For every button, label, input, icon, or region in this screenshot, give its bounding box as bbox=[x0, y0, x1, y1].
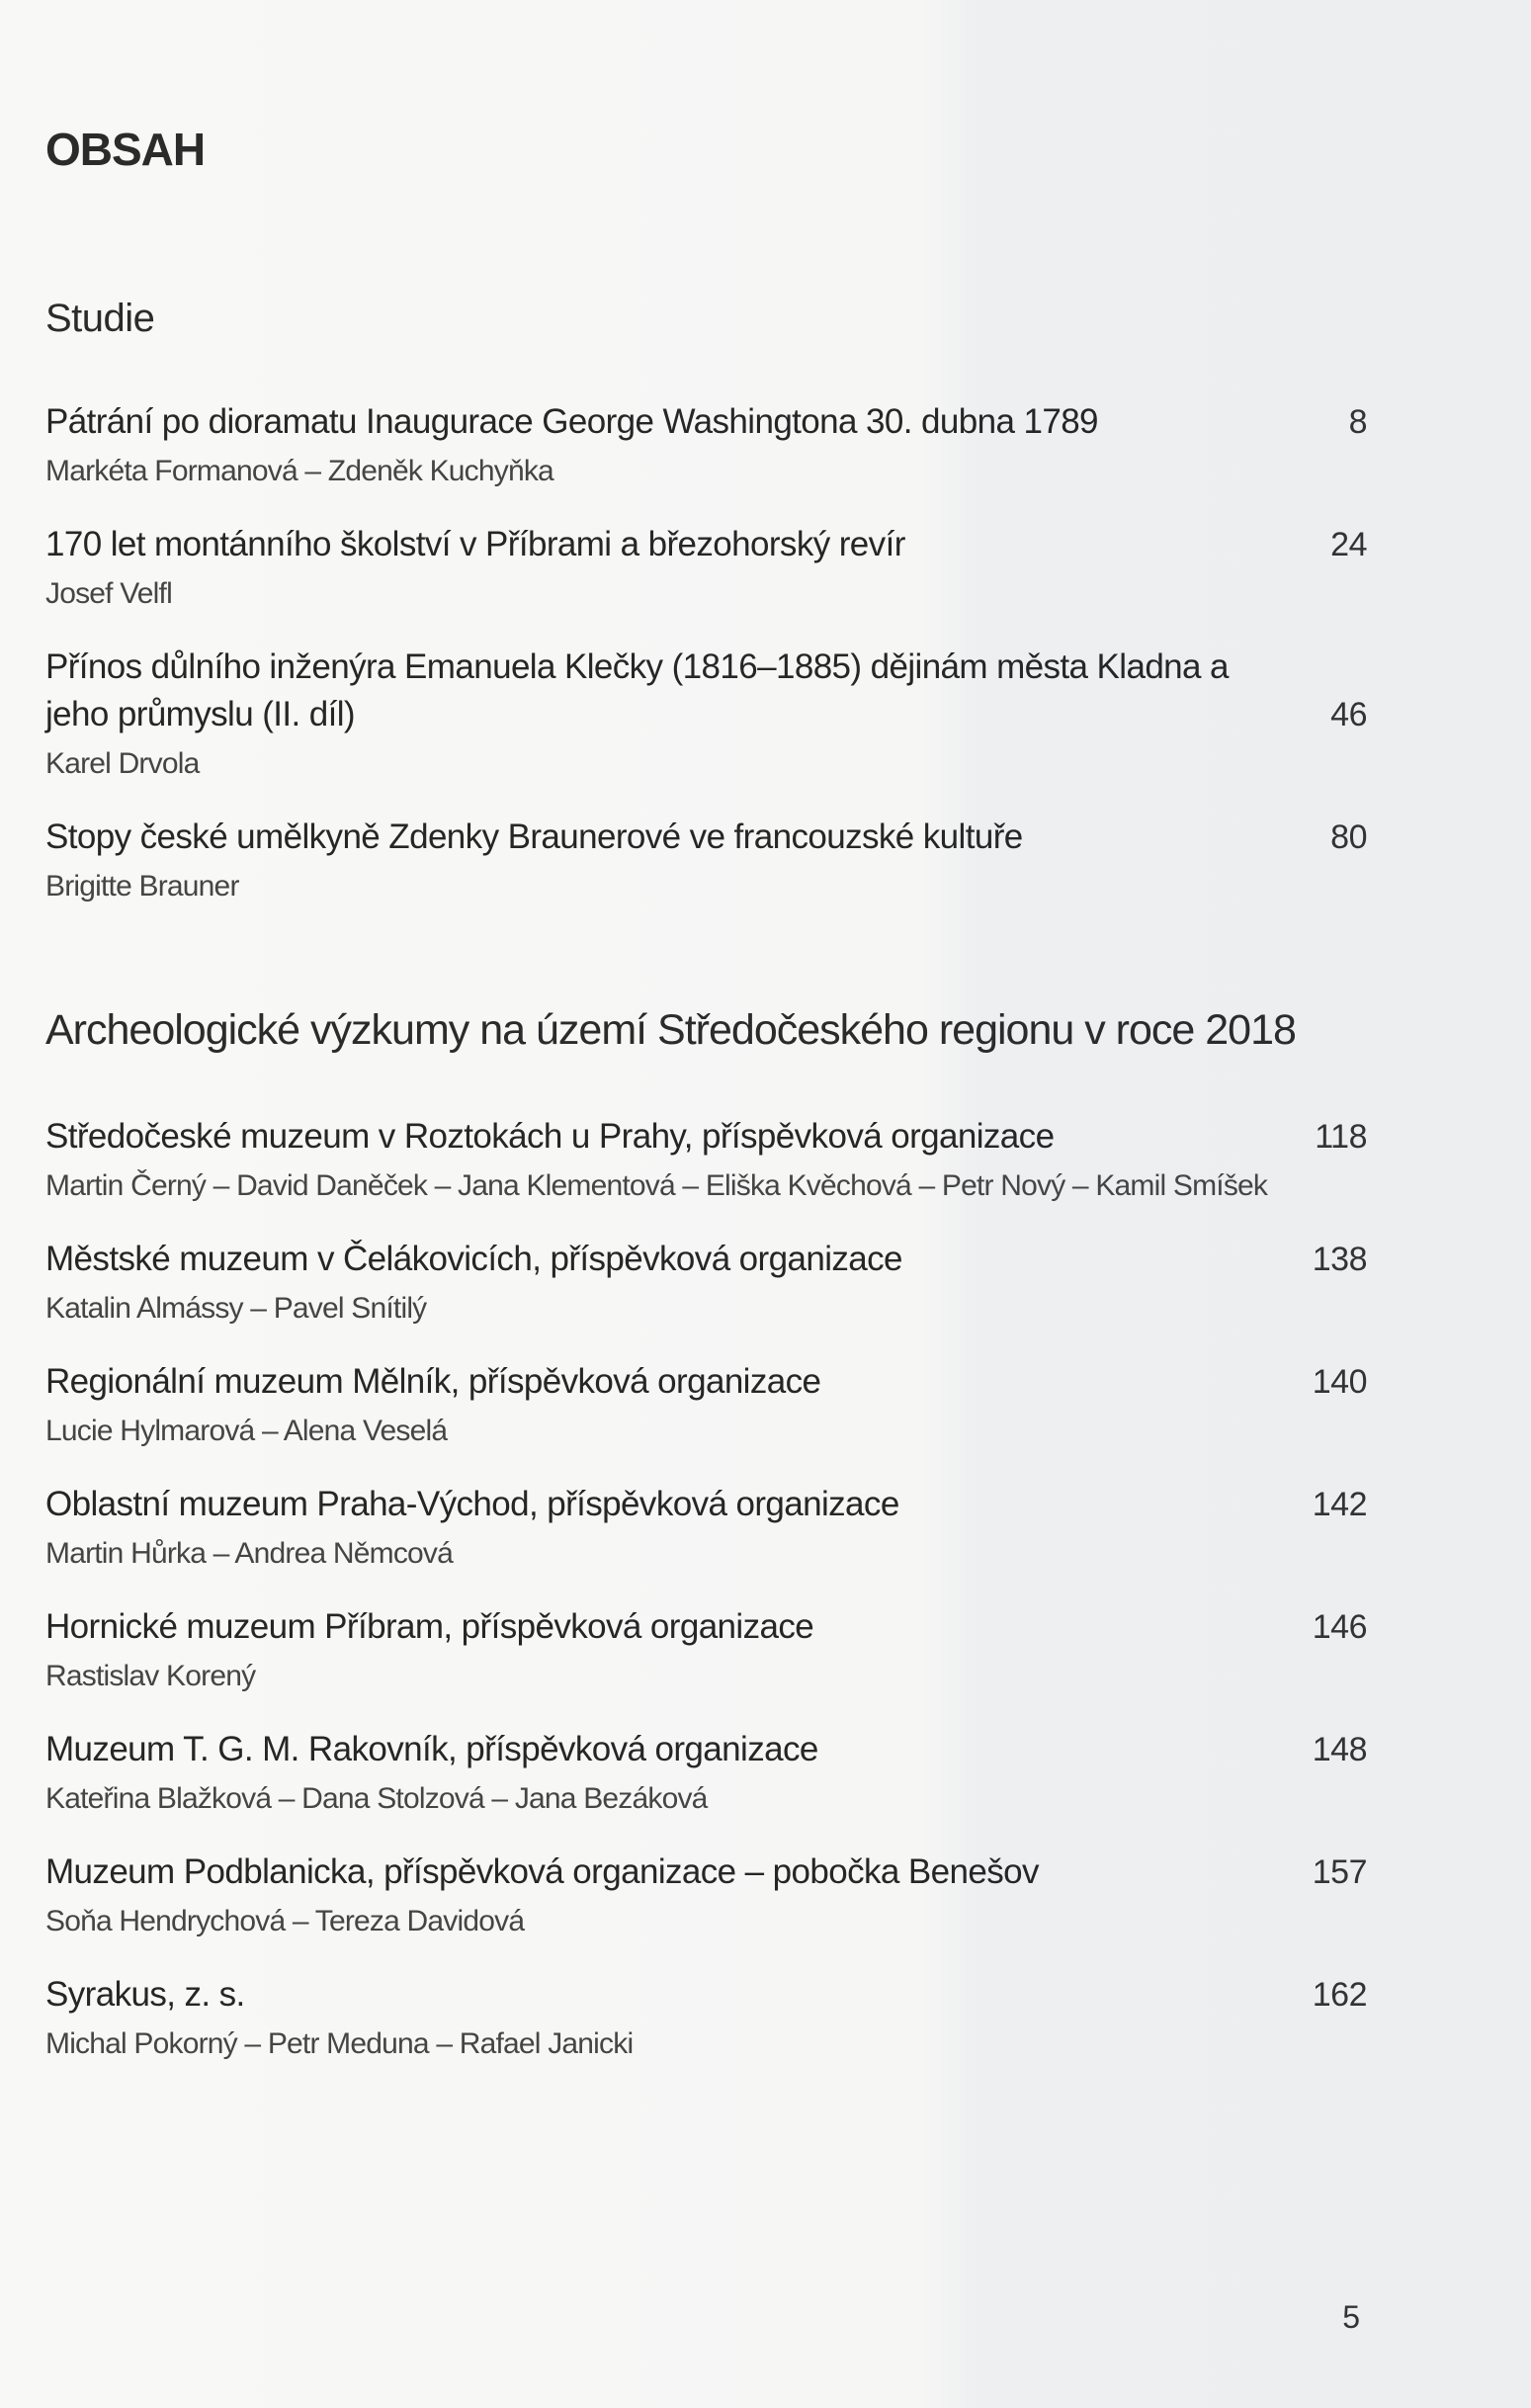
toc-entry bbox=[45, 814, 1367, 912]
toc-entry bbox=[45, 644, 1367, 790]
entry-title: Hornické muzeum Příbram, příspěvková organizace bbox=[45, 1607, 814, 1646]
entry-title: Muzeum Podblanicka, příspěvková organizace – pobočka Benešov bbox=[45, 1852, 1039, 1891]
entry-authors: Josef Velfl bbox=[45, 577, 172, 610]
entry-authors: Michal Pokorný – Petr Meduna – Rafael Janicki bbox=[45, 2027, 634, 2060]
page-number: 5 bbox=[1342, 2299, 1360, 2335]
toc-entry bbox=[45, 1113, 1367, 1212]
section-heading-archeology: Archeologické výzkumy na území Středočeského regionu v roce 2018 bbox=[45, 1006, 1296, 1054]
entry-authors: Soňa Hendrychová – Tereza Davidová bbox=[45, 1905, 525, 1937]
toc-list-studie bbox=[45, 398, 1367, 936]
entry-title: Oblastní muzeum Praha-Východ, příspěvková organizace bbox=[45, 1485, 899, 1523]
entry-authors: Brigitte Brauner bbox=[45, 870, 239, 903]
entry-authors: Markéta Formanová – Zdeněk Kuchyňka bbox=[45, 455, 553, 487]
entry-page: 46 bbox=[1330, 696, 1367, 733]
entry-page: 142 bbox=[1312, 1486, 1367, 1523]
toc-entry bbox=[45, 1481, 1367, 1580]
entry-authors: Lucie Hylmarová – Alena Veselá bbox=[45, 1415, 448, 1447]
entry-authors: Martin Černý – David Daněček – Jana Klementová – Eliška Kvěchová – Petr Nový – Kamil Smíšek bbox=[45, 1169, 1268, 1202]
toc-entry bbox=[45, 1358, 1367, 1457]
entry-page: 118 bbox=[1315, 1118, 1367, 1156]
toc-entry bbox=[45, 521, 1367, 620]
entry-page: 80 bbox=[1330, 818, 1367, 856]
page-title: OBSAH bbox=[45, 124, 206, 175]
toc-list-archeology bbox=[45, 1113, 1367, 2094]
toc-entry bbox=[45, 1603, 1367, 1702]
entry-authors: Martin Hůrka – Andrea Němcová bbox=[45, 1537, 453, 1570]
entry-title: Stopy české umělkyně Zdenky Braunerové ve francouzské kultuře bbox=[45, 817, 1023, 856]
entry-title: Syrakus, z. s. bbox=[45, 1975, 245, 2014]
entry-page: 148 bbox=[1312, 1731, 1367, 1768]
entry-authors: Kateřina Blažková – Dana Stolzová – Jana Bezáková bbox=[45, 1782, 708, 1815]
entry-page: 146 bbox=[1312, 1608, 1367, 1646]
toc-entry bbox=[45, 1726, 1367, 1825]
entry-page: 8 bbox=[1348, 403, 1367, 441]
entry-authors: Katalin Almássy – Pavel Snítilý bbox=[45, 1292, 427, 1325]
entry-authors: Karel Drvola bbox=[45, 747, 200, 780]
entry-title: Přínos důlního inženýra Emanuela Klečky (1816–1885) dějinám města Kladna a jeho průmyslu (II. díl) bbox=[45, 647, 1229, 733]
toc-entry bbox=[45, 1971, 1367, 2070]
entry-page: 138 bbox=[1312, 1241, 1367, 1278]
toc-entry bbox=[45, 1236, 1367, 1334]
entry-title: 170 let montánního školství v Příbrami a březohorský revír bbox=[45, 525, 905, 563]
entry-page: 157 bbox=[1312, 1853, 1367, 1891]
entry-page: 162 bbox=[1312, 1976, 1367, 2014]
entry-title: Muzeum T. G. M. Rakovník, příspěvková organizace bbox=[45, 1730, 818, 1768]
entry-page: 140 bbox=[1312, 1363, 1367, 1401]
entry-page: 24 bbox=[1330, 526, 1367, 563]
entry-title: Regionální muzeum Mělník, příspěvková organizace bbox=[45, 1362, 821, 1401]
entry-title: Středočeské muzeum v Roztokách u Prahy, příspěvková organizace bbox=[45, 1117, 1055, 1156]
section-heading-studie: Studie bbox=[45, 297, 155, 340]
toc-entry bbox=[45, 1849, 1367, 1947]
entry-title: Pátrání po dioramatu Inaugurace George Washingtona 30. dubna 1789 bbox=[45, 402, 1098, 441]
entry-title: Městské muzeum v Čelákovicích, příspěvková organizace bbox=[45, 1240, 902, 1278]
entry-authors: Rastislav Korený bbox=[45, 1660, 256, 1692]
toc-entry bbox=[45, 398, 1367, 497]
